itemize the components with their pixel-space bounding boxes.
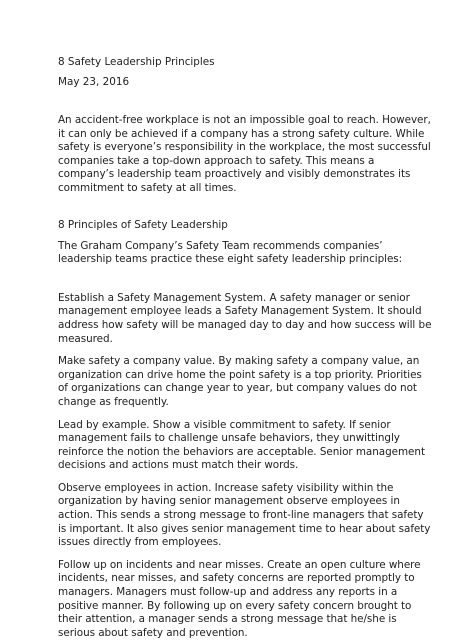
section-intro-paragraph: The Graham Company’s Safety Team recommends companies’ leadership teams practice these eight safety leadership principles: [58, 239, 403, 266]
intro-paragraph: An accident-free workplace is not an impossible goal to reach. However, it can only be achieved if a company has a strong safety culture. While safety is everyone’s responsibility in the workplace, the most successful companies take a top-down approach to safety. This means a company’s leadership team proactively and visibly demonstrates its commitment to safety at all times. [58, 114, 431, 194]
principles-list [58, 292, 432, 640]
principle-item: Follow up on incidents and near misses. Create an open culture where incidents, near misses, and safety concerns are reported promptly to managers. Managers must follow-up and address any reports in a positive manner. By following up on every safety concern brought to their attention, a manager sends a strong message that he/she is serious about safety and prevention. [58, 558, 421, 639]
principle-item: Establish a Safety Management System. A safety manager or senior management employee leads a Safety Management System. It should address how safety will be managed day to day and how success will be measured. [58, 291, 432, 345]
section-heading: 8 Principles of Safety Leadership [58, 218, 228, 231]
document-title: 8 Safety Leadership Principles [58, 56, 215, 68]
principle-item: Observe employees in action. Increase safety visibility within the organization by having senior management observe employees in action. This sends a strong message to front-line managers that safety is important. It also gives senior management time to hear about safety issues directly from employees. [58, 481, 431, 549]
document-date: May 23, 2016 [58, 76, 130, 88]
principle-item: Lead by example. Show a visible commitment to safety. If senior management fails to challenge unsafe behaviors, they unwittingly reinforce the notion the behaviors are acceptable. Senior management decisions and actions must match their words. [58, 418, 425, 472]
principle-item: Make safety a company value. By making safety a company value, an organization can drive home the point safety is a top priority. Priorities of organizations can change year to year, but company values do not change as frequently. [58, 355, 422, 408]
